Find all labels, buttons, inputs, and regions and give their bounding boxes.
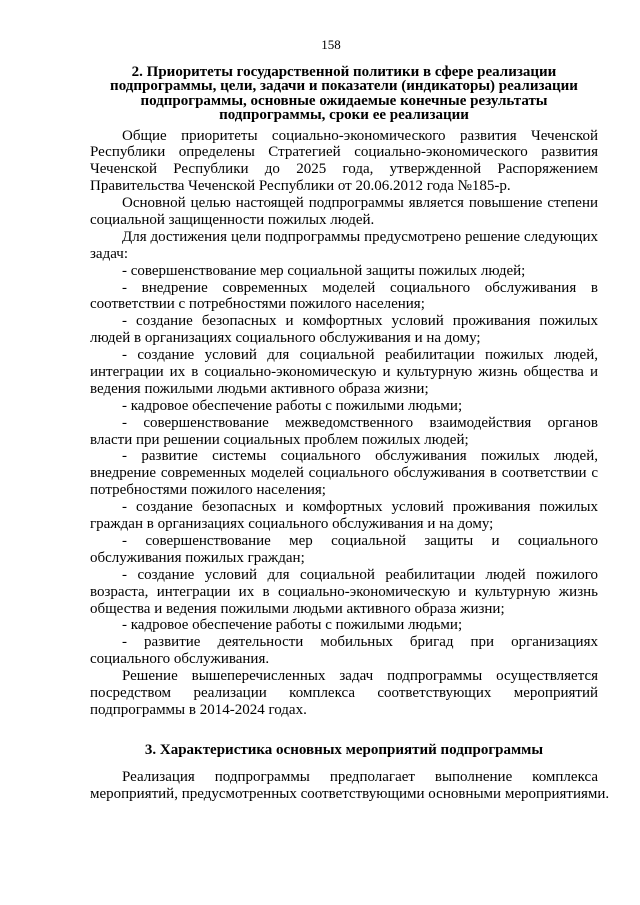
text-line: соответствии с потребностями пожилого населения; [90,296,425,313]
section-heading-line: подпрограммы, основные ожидаемые конечные результаты [140,92,548,109]
text-line: - совершенствование межведомственного взаимодействия органов [122,414,598,431]
section-heading-line: 2. Приоритеты государственной политики в сфере реализации [131,64,557,80]
text-line: власти при решении социальных проблем пожилых людей; [90,431,469,448]
text-line: мероприятий, предусмотренных соответствующими основными мероприятиями. [90,785,610,802]
page-number: 158 [321,37,341,52]
task-list-item [90,280,598,314]
paragraph [90,668,598,719]
section-3 [90,741,610,803]
text-line: граждан в организациях социального обслуживания и на дому; [90,516,494,533]
text-line: Для достижения цели подпрограммы предусмотрено решение следующих [122,228,598,245]
text-line: потребностями пожилого населения; [90,482,326,499]
text-line: внедрение современных моделей социального обслуживания в соответствии с [90,465,598,482]
text-line: - развитие деятельности мобильных бригад при организациях [122,634,598,651]
page-body [90,64,610,802]
text-line: - совершенствование мер социальной защиты и социального [122,532,598,549]
text-line: задач: [90,245,128,262]
text-line: - совершенствование мер социальной защиты пожилых людей; [122,262,526,279]
paragraph [90,229,598,263]
text-line: - кадровое обеспечение работы с пожилыми людьми; [122,617,463,634]
text-line: - развитие системы социального обслуживания пожилых людей, [122,448,598,465]
text-line: Решение вышеперечисленных задач подпрограммы осуществляется [122,668,598,685]
section-heading: 3. Характеристика основных мероприятий подпрограммы [144,741,544,758]
section-heading-line: подпрограммы, цели, задачи и показатели (индикаторы) реализации [110,78,578,95]
task-list [90,263,598,668]
text-line: Республики определены Стратегией социально-экономического развития [90,144,598,161]
task-list-item [90,499,598,533]
task-list-item [90,448,598,499]
task-list-item [90,634,598,668]
text-line: - создание условий для социальной реабилитации людей пожилого [122,566,598,583]
text-line: социального обслуживания. [90,651,270,668]
paragraph [90,768,610,803]
text-line: Реализация подпрограммы предполагает выполнение комплекса [122,768,598,785]
task-list-item [90,347,598,398]
text-line: Правительства Чеченской Республики от 20.06.2012 года №185-р. [90,178,511,195]
text-line: возраста, интеграции их в социально-экономическую и культурную жизнь [90,583,598,600]
task-list-item [90,567,598,618]
section-2 [90,65,598,719]
section-heading [90,65,598,123]
text-line: посредством реализации комплекса соответствующих мероприятий [90,684,598,701]
section-heading-line: подпрограммы, сроки ее реализации [219,107,469,124]
text-line: общества и ведения пожилыми людьми активного образа жизни; [90,600,505,617]
text-line: - создание условий для социальной реабилитации пожилых людей, [122,347,598,364]
text-line: Основной целью настоящей подпрограммы является повышение степени [122,195,598,212]
paragraph [90,195,598,229]
paragraph [90,128,598,196]
text-line: Общие приоритеты социально-экономического развития Чеченской [122,127,598,144]
text-line: - внедрение современных моделей социального обслуживания в [122,279,598,296]
text-line: ведения пожилыми людьми активного образа жизни; [90,380,429,397]
task-list-item [90,398,598,415]
task-list-item [90,313,598,347]
text-line: обслуживания пожилых граждан; [90,549,305,566]
text-line: интеграции их в социально-экономическую и культурную жизнь общества и [90,364,598,381]
text-line: людей в организациях социального обслуживания и на дому; [90,330,481,347]
text-line: подпрограммы в 2014-2024 годах. [90,701,307,718]
task-list-item [90,263,598,280]
task-list-item [90,533,598,567]
text-line: социальной защищенности пожилых людей. [90,212,375,229]
text-line: - создание безопасных и комфортных условий проживания пожилых [122,313,598,330]
task-list-item [90,415,598,449]
text-line: - создание безопасных и комфортных условий проживания пожилых [122,499,598,516]
text-line: - кадровое обеспечение работы с пожилыми людьми; [122,397,463,414]
task-list-item [90,617,598,634]
text-line: Чеченской Республики до 2025 года, утвержденной Распоряжением [90,161,598,178]
